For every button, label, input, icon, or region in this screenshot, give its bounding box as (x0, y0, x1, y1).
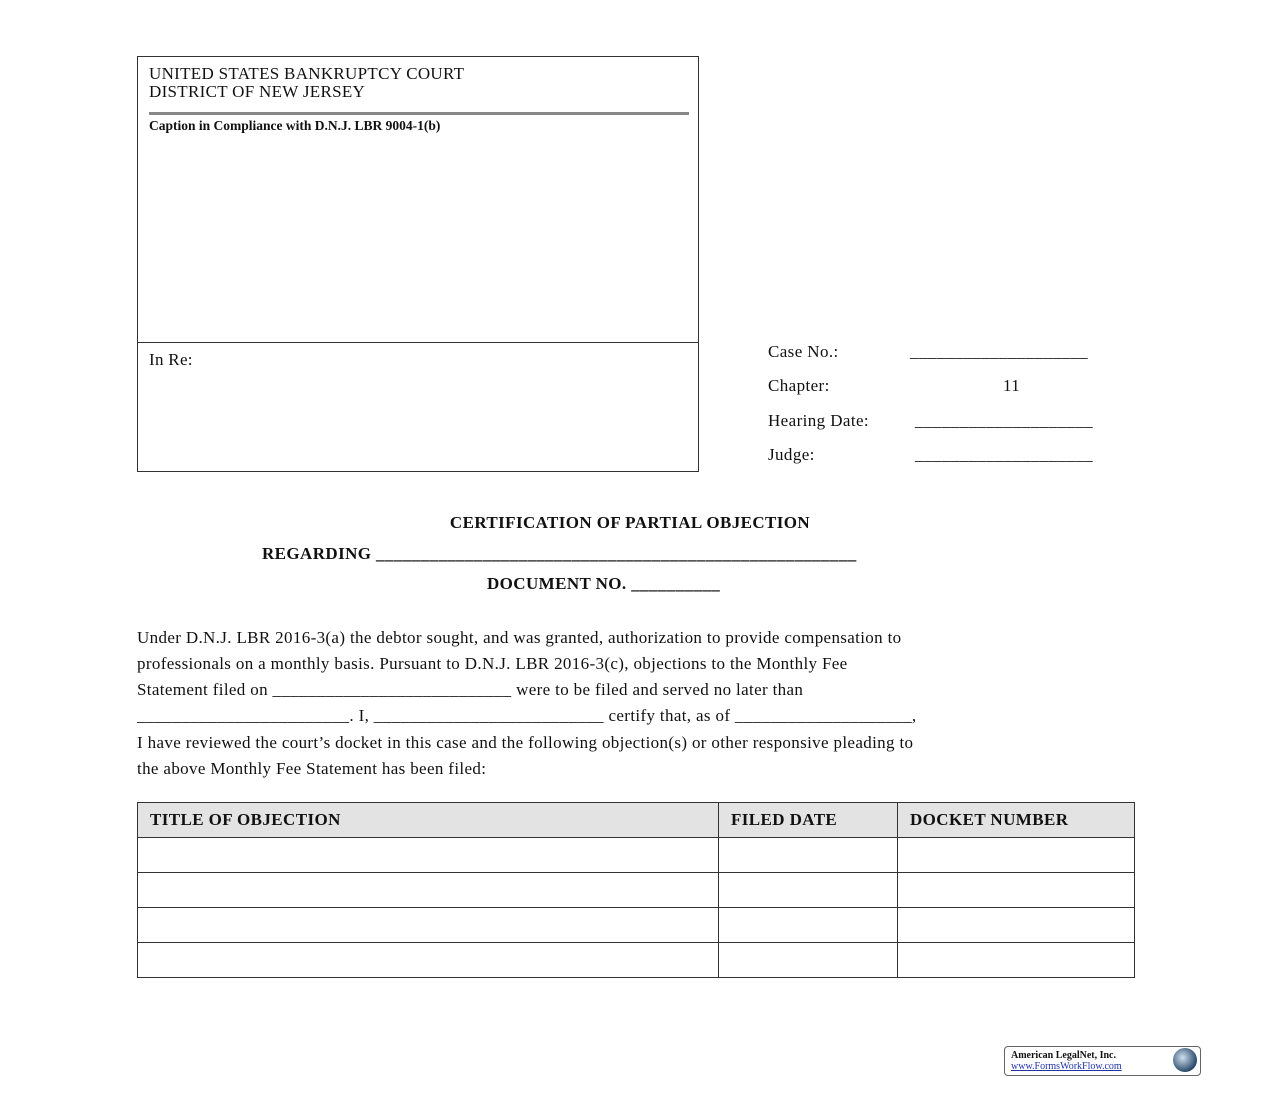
cell-docket-number[interactable] (898, 943, 1135, 978)
chapter-value: 11 (1003, 376, 1021, 395)
compliance-note: Caption in Compliance with D.N.J. LBR 9004-1(b) (149, 118, 441, 133)
body-line: Statement filed on ___________________________ were to be filed and served no later than (137, 680, 804, 699)
cell-title[interactable] (138, 873, 719, 908)
body-line: ________________________. I, __________________________ certify that, as of ____________________, (137, 706, 917, 725)
court-name: UNITED STATES BANKRUPTCY COURT (149, 64, 465, 83)
cell-docket-number[interactable] (898, 873, 1135, 908)
logo-company: American LegalNet, Inc. (1011, 1050, 1116, 1061)
cell-docket-number[interactable] (898, 908, 1135, 943)
judge-field[interactable]: ____________________ (915, 445, 1093, 464)
header-docket-number: DOCKET NUMBER (898, 803, 1135, 838)
in-re-label: In Re: (149, 350, 193, 369)
chapter-label: Chapter: (768, 376, 830, 395)
document-title: CERTIFICATION OF PARTIAL OBJECTION (449, 513, 811, 532)
table-row (138, 943, 1135, 978)
case-no-field[interactable]: ____________________ (910, 342, 1088, 361)
body-line: the above Monthly Fee Statement has been filed: (137, 759, 487, 778)
cell-title[interactable] (138, 943, 719, 978)
table-row (138, 873, 1135, 908)
judge-label: Judge: (768, 445, 815, 464)
cell-title[interactable] (138, 908, 719, 943)
court-district: DISTRICT OF NEW JERSEY (149, 82, 366, 101)
regarding-line[interactable]: REGARDING ______________________________________________________ (262, 544, 857, 563)
caption-divider (149, 112, 689, 115)
cell-filed-date[interactable] (719, 908, 898, 943)
cell-filed-date[interactable] (719, 873, 898, 908)
logo-url[interactable]: www.FormsWorkFlow.com (1011, 1061, 1122, 1072)
in-re-divider (137, 342, 699, 343)
table-header-row (138, 803, 1135, 838)
header-title-of-objection: TITLE OF OBJECTION (138, 803, 719, 838)
hearing-date-label: Hearing Date: (768, 411, 870, 430)
table-row (138, 838, 1135, 873)
body-line: Under D.N.J. LBR 2016-3(a) the debtor sought, and was granted, authorization to provide compensation to (137, 628, 902, 647)
cell-title[interactable] (138, 838, 719, 873)
cell-filed-date[interactable] (719, 838, 898, 873)
hearing-date-field[interactable]: ____________________ (915, 411, 1093, 430)
body-line: I have reviewed the court’s docket in this case and the following objection(s) or other responsive pleading to (137, 733, 914, 752)
globe-icon (1173, 1048, 1197, 1072)
objections-table (137, 802, 1135, 978)
header-filed-date: FILED DATE (719, 803, 898, 838)
cell-docket-number[interactable] (898, 838, 1135, 873)
document-number-line[interactable]: DOCUMENT NO. __________ (487, 574, 721, 593)
body-line: professionals on a monthly basis. Pursuant to D.N.J. LBR 2016-3(c), objections to the Monthly Fee (137, 654, 848, 673)
legalnet-logo[interactable] (1004, 1046, 1201, 1076)
cell-filed-date[interactable] (719, 943, 898, 978)
case-no-label: Case No.: (768, 342, 839, 361)
table-row (138, 908, 1135, 943)
